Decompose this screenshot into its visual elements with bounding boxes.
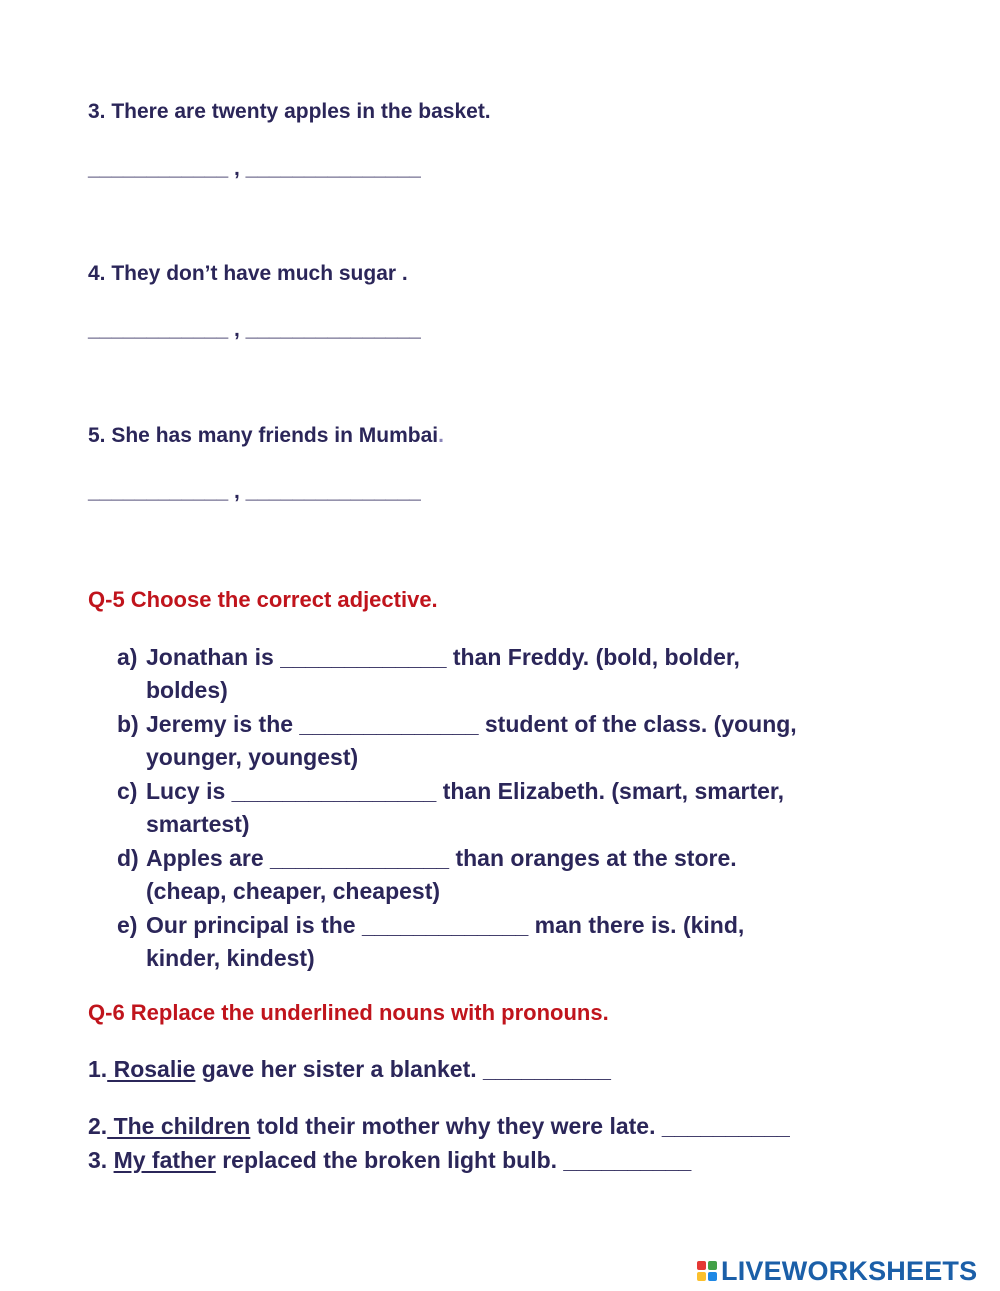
liveworksheets-logo — [697, 1254, 977, 1288]
section-q6-heading: Q-6 Replace the underlined nouns with pronouns. — [88, 1000, 609, 1025]
item-line-2: kinder, kindest) — [146, 945, 315, 971]
item-rest: replaced the broken light bulb. __________ — [215, 1147, 692, 1173]
section-q5-heading: Q-5 Choose the correct adjective. — [88, 587, 438, 612]
logo-text: LIVEWORKSHEETS — [721, 1255, 978, 1286]
item-line-2: boldes) — [146, 677, 228, 703]
question-3-text: 3. There are twenty apples in the basket. — [88, 100, 491, 123]
question-5-period: . — [438, 424, 444, 447]
item-letter: d) — [117, 845, 139, 871]
adjective-item-e — [117, 912, 897, 972]
item-line-2: younger, youngest) — [146, 744, 359, 770]
item-letter: b) — [117, 711, 139, 737]
item-number: 3. — [88, 1147, 108, 1173]
underlined-noun: My father — [113, 1147, 216, 1173]
item-line-1[interactable]: Our principal is the _____________ man there is. (kind, — [146, 912, 745, 938]
item-letter: e) — [117, 912, 138, 938]
adjective-item-a — [117, 644, 897, 704]
underlined-noun: The children — [107, 1113, 251, 1139]
question-5-text — [88, 424, 444, 448]
item-line-1[interactable]: Apples are ______________ than oranges at the store. — [146, 845, 737, 871]
liveworksheets-blocks-icon — [697, 1261, 717, 1281]
question-3-answer-blanks[interactable]: ____________ , _______________ — [88, 157, 421, 180]
item-line-2: smartest) — [146, 811, 250, 837]
item-rest: gave her sister a blanket. __________ — [195, 1056, 611, 1082]
item-number: 1. — [88, 1056, 108, 1082]
item-line-2: (cheap, cheaper, cheapest) — [146, 878, 441, 904]
question-4-text: 4. They don’t have much sugar . — [88, 262, 408, 285]
adjective-item-c — [117, 778, 897, 838]
item-letter: a) — [117, 644, 138, 670]
adjective-item-b — [117, 711, 897, 771]
adjective-item-d — [117, 845, 897, 905]
item-line-1[interactable]: Jonathan is _____________ than Freddy. (bold, bolder, — [146, 644, 740, 670]
question-5-answer-blanks[interactable]: ____________ , _______________ — [88, 480, 421, 503]
item-line-1[interactable]: Jeremy is the ______________ student of the class. (young, — [146, 711, 797, 737]
question-4-answer-blanks[interactable]: ____________ , _______________ — [88, 318, 421, 341]
underlined-noun: Rosalie — [107, 1056, 196, 1082]
question-5-main: 5. She has many friends in Mumbai — [88, 424, 439, 447]
item-line-1[interactable]: Lucy is ________________ than Elizabeth. (smart, smarter, — [146, 778, 784, 804]
item-letter: c) — [117, 778, 138, 804]
item-rest: told their mother why they were late. __________ — [250, 1113, 790, 1139]
pronoun-item-1[interactable] — [88, 1056, 611, 1083]
item-number: 2. — [88, 1113, 108, 1139]
pronoun-item-3[interactable] — [88, 1147, 691, 1174]
pronoun-item-2[interactable] — [88, 1113, 790, 1140]
